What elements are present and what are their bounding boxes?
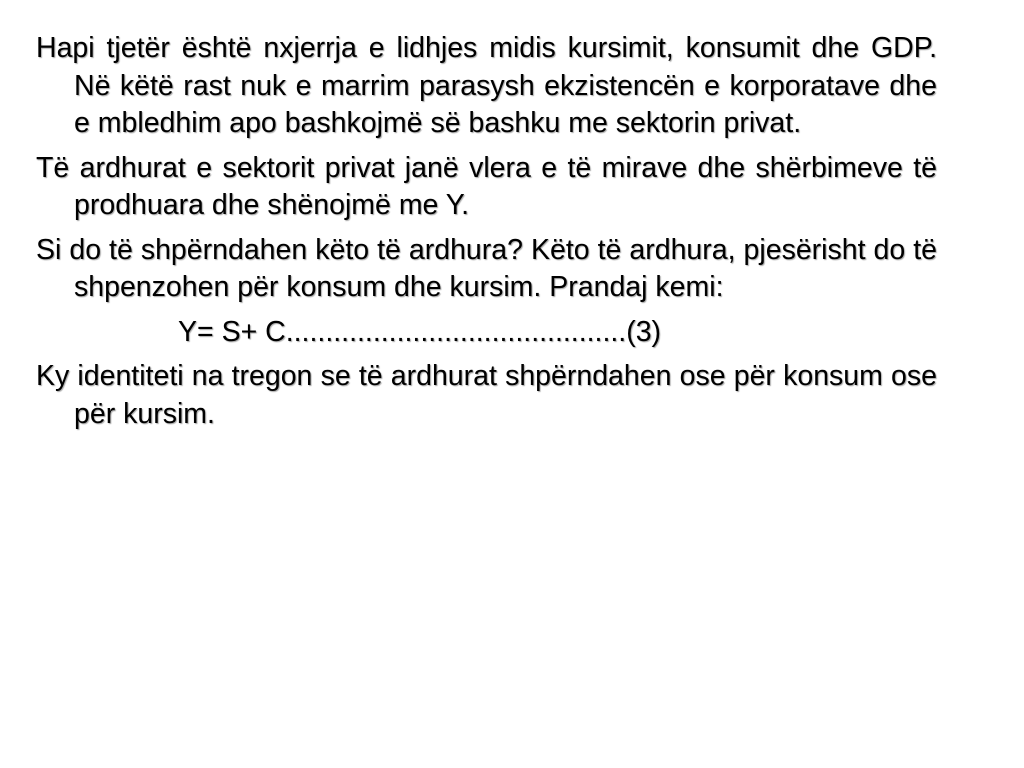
slide-body [36,30,937,440]
paragraph-savings-consumption-gdp: Hapi tjetër është nxjerrja e lidhjes midis kursimit, konsumit dhe GDP. Në këtë rast nuk e marrim parasysh ekzistencën e korporatave dhe e mbledhim apo bashkojmë së bashku me sektorin privat. [36,32,937,139]
paragraph-private-sector-income: Të ardhurat e sektorit privat janë vlera e të mirave dhe shërbimeve të prodhuara dhe shënojmë me Y. [36,151,937,221]
paragraph-identity-conclusion: Ky identiteti na tregon se të ardhurat shpërndahen ose për konsum ose për kursim. [36,360,937,430]
paragraph-income-distribution: Si do të shpërndahen këto të ardhura? Këto të ardhura, pjesërisht do të shpenzohen për konsum dhe kursim. Prandaj kemi: [36,233,937,303]
formula-equation-3: Y= S+ C...........................................(3) [178,315,662,348]
